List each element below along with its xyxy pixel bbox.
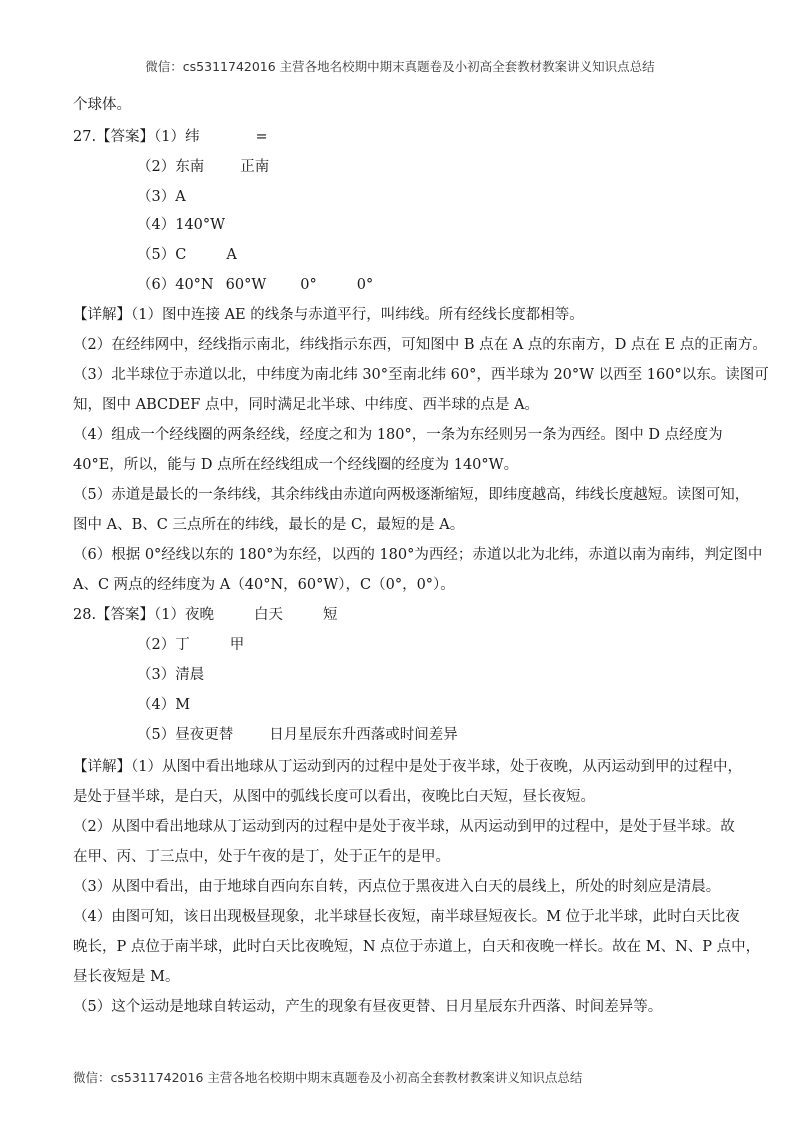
explanation-28-1b: 是处于昼半球，是白天，从图中的弧线长度可以看出，夜晚比白天短，昼长夜短。 — [73, 789, 595, 805]
answer-value: A — [226, 247, 237, 263]
answer-value: 正南 — [240, 159, 270, 175]
text-line: 个球体。 — [73, 97, 131, 113]
answer-value: 0° — [300, 277, 317, 293]
answer-27-line-5 — [137, 246, 237, 264]
answer-value: （2）东南 — [137, 159, 205, 175]
answer-28-line-4: （4）M — [137, 697, 191, 713]
explanation-27-3a: （3）北半球位于赤道以北，中纬度为南北纬 30°至南北纬 60°，西半球为 20°W 以西至 160°以东。读图可 — [73, 367, 769, 383]
explanation-27-4b: 40°E，所以，能与 D 点所在经线组成一个经线圈的经度为 140°W。 — [73, 457, 519, 473]
page-header: 微信：cs5311742016 主营各地名校期中期末真题卷及小初高全套教材教案讲义知识点总结 — [145, 59, 655, 74]
answer-27-line-3: （3）A — [137, 189, 186, 205]
answer-value: 短 — [323, 607, 338, 623]
explanation-27-6a: （6）根据 0°经线以东的 180°为东经，以西的 180°为西经；赤道以北为北纬，赤道以南为南纬，判定图中 — [73, 547, 763, 563]
explanation-28-5: （5）这个运动是地球自转运动，产生的现象有昼夜更替、日月星辰东升西落、时间差异等。 — [73, 999, 663, 1015]
answer-28-line-2 — [137, 636, 244, 654]
explanation-27-3b: 知，图中 ABCDEF 点中，同时满足北半球、中纬度、西半球的点是 A。 — [73, 397, 540, 413]
answer-28-title: 28.【答案】（1）夜晚 — [73, 607, 215, 623]
answer-value: （5）昼夜更替 — [137, 727, 234, 743]
explanation-28-4c: 昼长夜短是 M。 — [73, 969, 180, 985]
explanation-27-4a: （4）组成一个经线圈的两条经线，经度之和为 180°，一条为东经则另一条为西经。图中 D 点经度为 — [73, 427, 723, 443]
explanation-27-1: 【详解】（1）图中连接 AE 的线条与赤道平行，叫纬线。所有经线长度都相等。 — [73, 307, 584, 323]
answer-27-line-1 — [73, 128, 268, 146]
explanation-28-2b: 在甲、丙、丁三点中，处于午夜的是丁，处于正午的是甲。 — [73, 849, 450, 865]
answer-value: 60°W — [225, 277, 267, 293]
answer-28-line-3: （3）清晨 — [137, 667, 205, 683]
answer-value: （5）C — [137, 247, 187, 263]
explanation-28-3: （3）从图中看出，由于地球自西向东自转，丙点位于黑夜进入白天的晨线上，所处的时刻应是清晨。 — [73, 879, 721, 895]
answer-27-line-2 — [137, 158, 269, 176]
answer-27-line-6 — [137, 276, 373, 294]
page-footer: 微信：cs5311742016 主营各地名校期中期末真题卷及小初高全套教材教案讲义知识点总结 — [73, 1070, 583, 1085]
answer-28-line-1 — [73, 606, 338, 624]
explanation-27-2: （2）在经纬网中，经线指示南北，纬线指示东西，可知图中 B 点在 A 点的东南方，D 点在 E 点的正南方。 — [73, 337, 767, 353]
explanation-28-2a: （2）从图中看出地球从丁运动到丙的过程中是处于夜半球，从丙运动到甲的过程中，是处于昼半球。故 — [73, 819, 735, 835]
explanation-27-5b: 图中 A、B、C 三点所在的纬线，最长的是 C，最短的是 A。 — [73, 517, 465, 533]
answer-value: 白天 — [254, 607, 284, 623]
answer-value: 日月星辰东升西落或时间差异 — [269, 727, 458, 743]
explanation-28-4a: （4）由图可知，该日出现极昼现象，北半球昼长夜短，南半球昼短夜长。M 位于北半球，此时白天比夜 — [73, 909, 740, 925]
explanation-27-5a: （5）赤道是最长的一条纬线，其余纬线由赤道向两极逐渐缩短，即纬度越高，纬线长度越短。读图可知， — [73, 487, 750, 503]
answer-value: 0° — [356, 277, 374, 293]
answer-27-line-4: （4）140°W — [137, 217, 226, 233]
explanation-27-6b: A、C 两点的经纬度为 A（40°N，60°W），C（0°，0°）。 — [73, 577, 455, 593]
explanation-28-1a: 【详解】（1）从图中看出地球从丁运动到丙的过程中是处于夜半球，处于夜晚，从丙运动到甲的过程中， — [73, 759, 742, 775]
answer-value: 甲 — [229, 637, 245, 653]
answer-value: = — [255, 129, 268, 145]
answer-28-line-5 — [137, 726, 458, 744]
answer-27-title: 27.【答案】（1）纬 — [73, 129, 200, 145]
answer-value: （6）40°N — [137, 277, 214, 293]
answer-value: （2）丁 — [137, 637, 190, 653]
explanation-28-4b: 晚长，P 点位于南半球，此时白天比夜晚短，N 点位于赤道上，白天和夜晚一样长。故在 M、N、P 点中， — [73, 939, 761, 955]
